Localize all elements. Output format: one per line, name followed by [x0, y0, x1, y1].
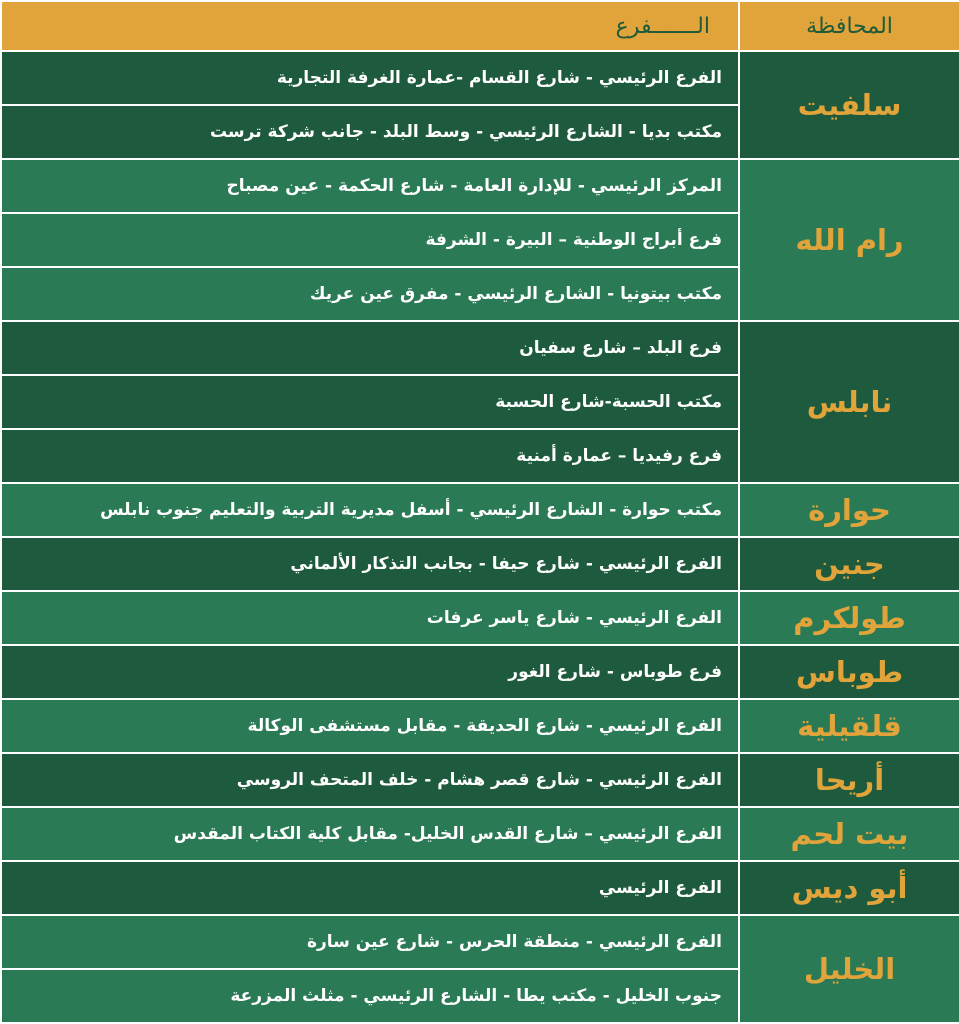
table-row — [1, 645, 959, 699]
table-row — [1, 591, 959, 645]
table-row — [1, 159, 959, 213]
branch-cell: فرع طوباس - شارع الغور — [1, 645, 739, 699]
table-row — [1, 537, 959, 591]
branch-cell: الفرع الرئيسي - منطقة الحرس - شارع عين سارة — [1, 915, 739, 969]
branch-cell: الفرع الرئيسي - شارع القسام -عمارة الغرفة التجارية — [1, 51, 739, 105]
governorate-cell: طوباس — [739, 645, 959, 699]
table-row — [1, 807, 959, 861]
branch-header: الـــــــفرع — [1, 1, 739, 51]
table-row — [1, 699, 959, 753]
table-row — [1, 915, 959, 969]
governorate-cell: أريحا — [739, 753, 959, 807]
branch-cell: فرع البلد – شارع سفيان — [1, 321, 739, 375]
branch-cell: الفرع الرئيسي — [1, 861, 739, 915]
table-row — [1, 753, 959, 807]
branch-cell: مكتب بديا - الشارع الرئيسي - وسط البلد - جانب شركة ترست — [1, 105, 739, 159]
governorate-cell: سلفيت — [739, 51, 959, 159]
governorate-header: المحافظة — [739, 1, 959, 51]
branch-cell: مكتب حوارة - الشارع الرئيسي - أسفل مديرية التربية والتعليم جنوب نابلس — [1, 483, 739, 537]
branch-cell: فرع رفيديا – عمارة أمنية — [1, 429, 739, 483]
table-row — [1, 861, 959, 915]
table-row — [1, 51, 959, 105]
table-row — [1, 321, 959, 375]
branch-cell: مكتب الحسبة-شارع الحسبة — [1, 375, 739, 429]
branch-cell: الفرع الرئيسي - شارع الحديقة - مقابل مستشفى الوكالة — [1, 699, 739, 753]
branch-cell: مكتب بيتونيا - الشارع الرئيسي - مفرق عين عريك — [1, 267, 739, 321]
governorate-cell: جنين — [739, 537, 959, 591]
table-body — [1, 51, 959, 1023]
branch-cell: الفرع الرئيسي – شارع القدس الخليل- مقابل كلية الكتاب المقدس — [1, 807, 739, 861]
governorate-cell: قلقيلية — [739, 699, 959, 753]
governorate-cell: أبو ديس — [739, 861, 959, 915]
governorate-cell: حوارة — [739, 483, 959, 537]
branch-cell: الفرع الرئيسي - شارع حيفا - بجانب التذكار الألماني — [1, 537, 739, 591]
governorate-cell: نابلس — [739, 321, 959, 483]
governorate-cell: رام الله — [739, 159, 959, 321]
branch-cell: الفرع الرئيسي - شارع قصر هشام - خلف المتحف الروسي — [1, 753, 739, 807]
branch-cell: المركز الرئيسي - للإدارة العامة - شارع الحكمة - عين مصباح — [1, 159, 739, 213]
governorate-cell: طولكرم — [739, 591, 959, 645]
branch-cell: جنوب الخليل - مكتب يطا - الشارع الرئيسي - مثلث المزرعة — [1, 969, 739, 1023]
governorate-cell: بيت لحم — [739, 807, 959, 861]
branch-cell: الفرع الرئيسي - شارع ياسر عرفات — [1, 591, 739, 645]
branch-cell: فرع أبراج الوطنية – البيرة - الشرفة — [1, 213, 739, 267]
table-row — [1, 483, 959, 537]
header-row — [1, 1, 959, 51]
governorate-cell: الخليل — [739, 915, 959, 1023]
